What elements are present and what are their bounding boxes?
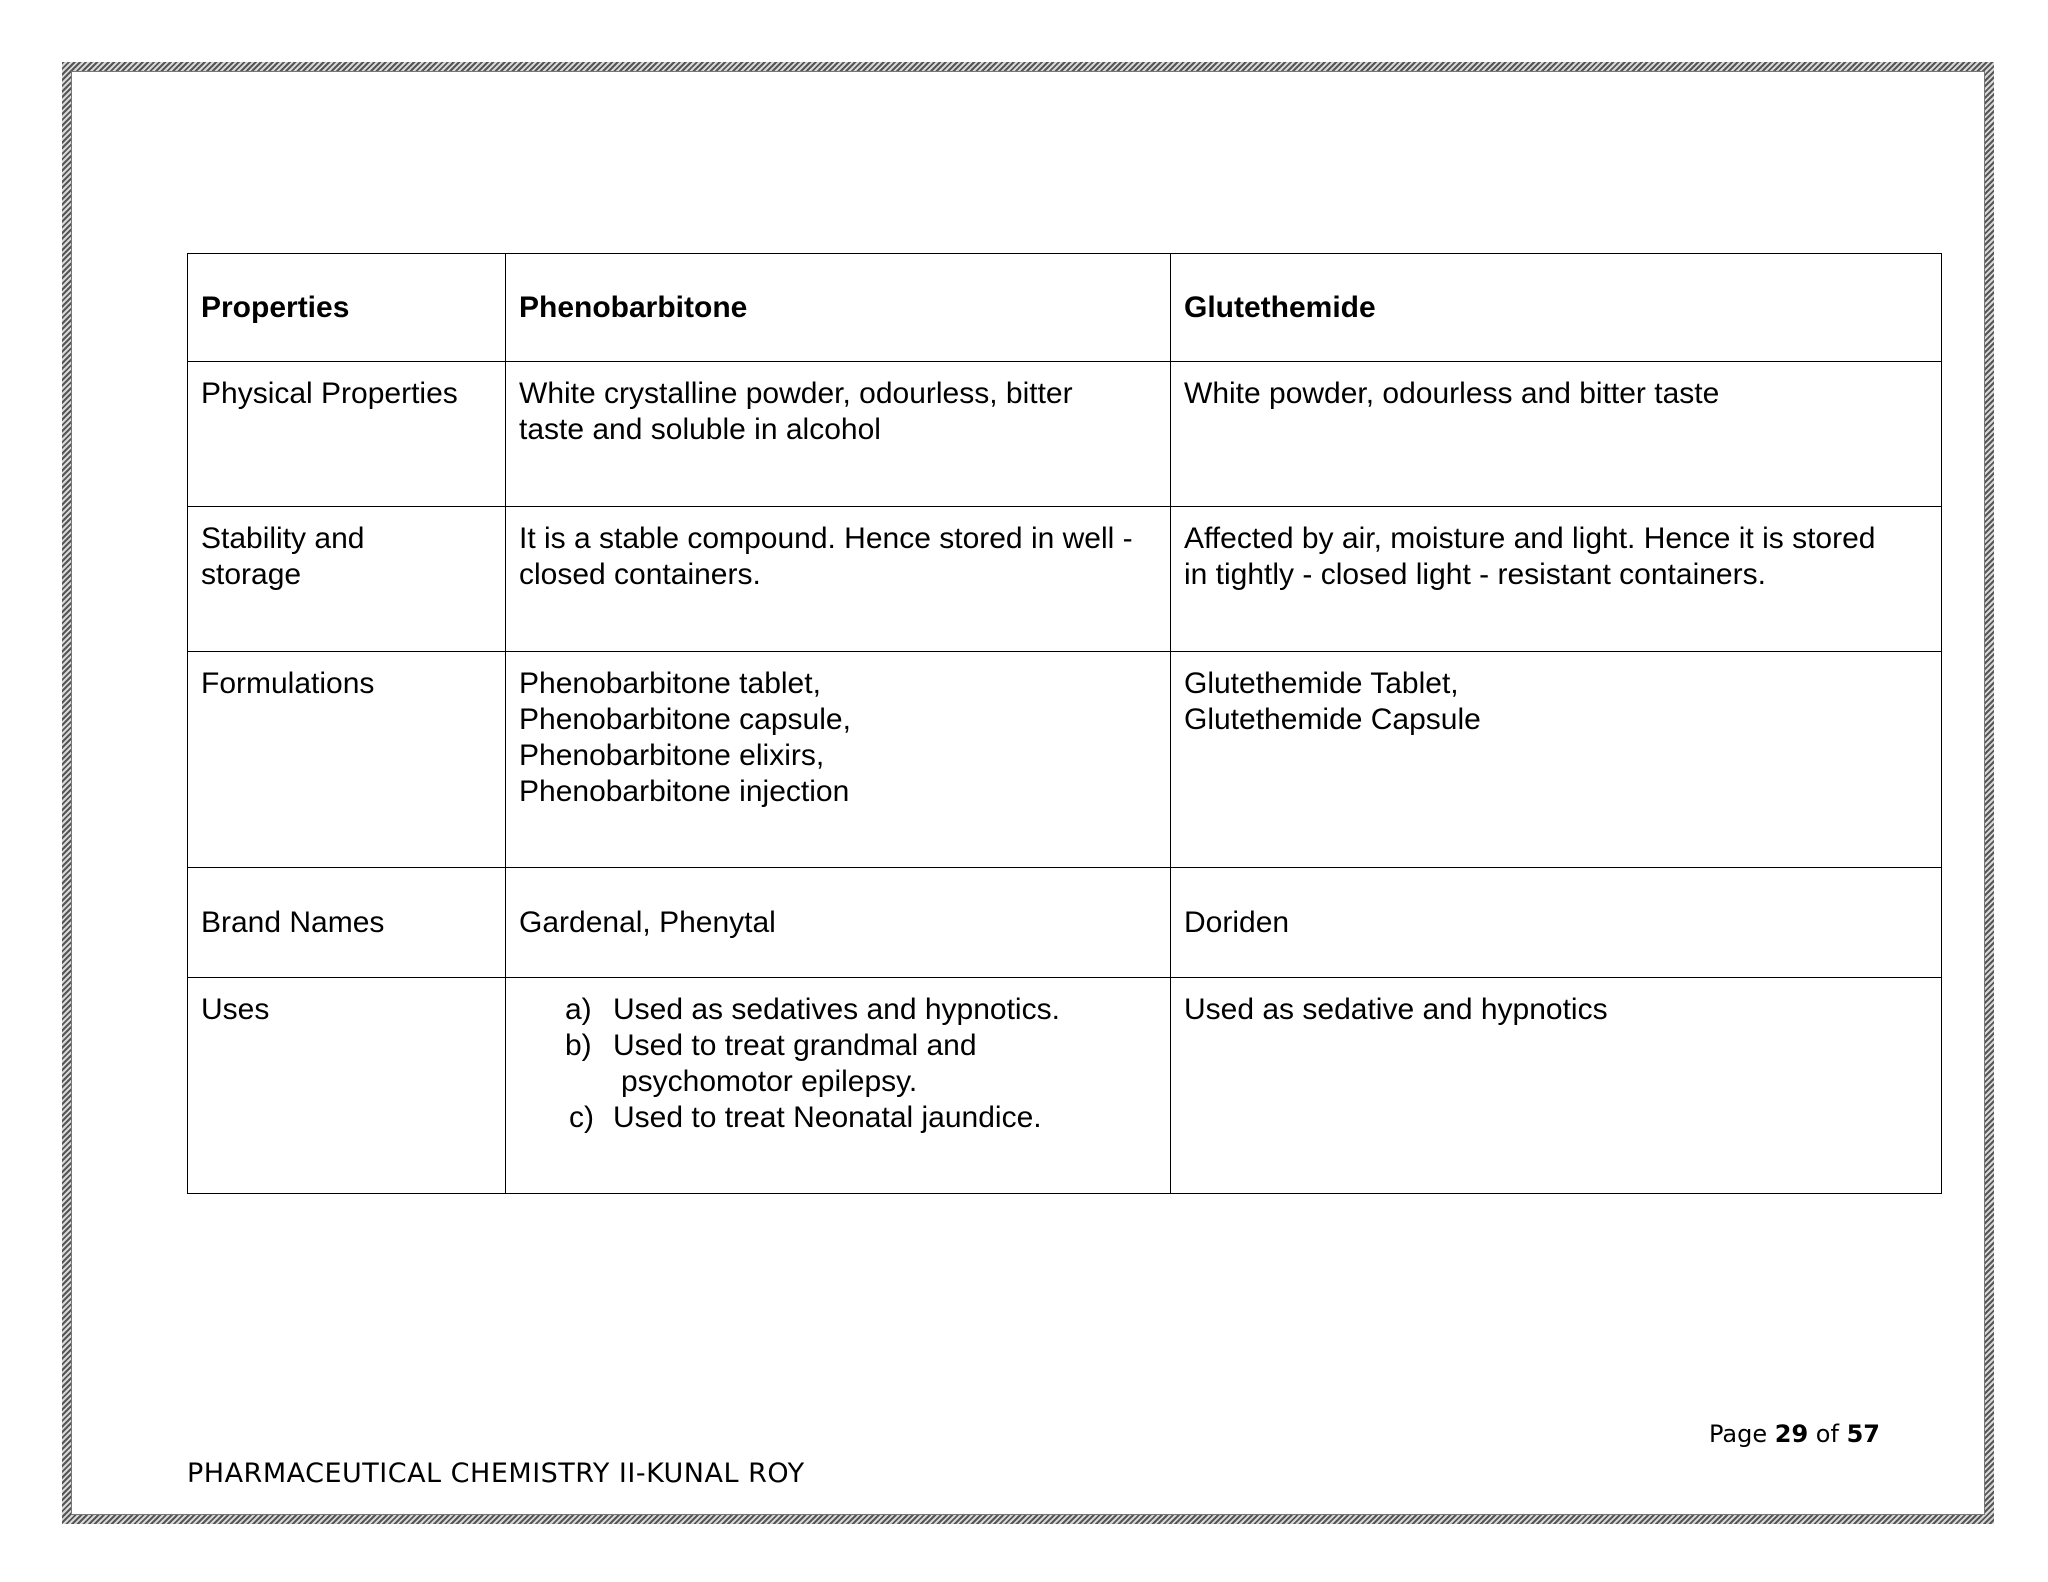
cell-line: White crystalline powder, odourless, bitter — [519, 377, 1073, 410]
table-row-physical-properties — [188, 362, 1942, 507]
page-number — [1709, 1420, 1880, 1448]
row-label-physical-properties: Physical Properties — [188, 362, 506, 507]
cell-line: Used to treat grandmal and — [613, 1029, 977, 1062]
cell-line: Phenobarbitone injection — [519, 775, 850, 808]
cell-line: Glutethemide Capsule — [1184, 703, 1481, 736]
row-label-brand-names: Brand Names — [188, 868, 506, 978]
footer-title: PHARMACEUTICAL CHEMISTRY II-KUNAL ROY — [187, 1458, 805, 1489]
list-marker: a) — [565, 993, 592, 1026]
cell-line: in tightly - closed light - resistant containers. — [1184, 558, 1766, 591]
page-current: 29 — [1774, 1420, 1809, 1448]
uses-list — [519, 992, 1157, 1136]
list-marker: c) — [569, 1101, 594, 1134]
page-total: 57 — [1846, 1420, 1880, 1448]
table-row-brand-names — [188, 868, 1942, 978]
header-properties: Properties — [188, 254, 506, 362]
list-marker: b) — [565, 1029, 592, 1062]
table-row-formulations — [188, 652, 1942, 868]
cell-glutethemide-brand: Doriden — [1171, 868, 1942, 978]
comparison-table — [187, 253, 1942, 1194]
cell-line: It is a stable compound. Hence stored in well - — [519, 522, 1133, 555]
cell-line: Affected by air, moisture and light. Hence it is stored — [1184, 522, 1876, 555]
table-row-stability-storage — [188, 507, 1942, 652]
cell-phenobarbitone-stability — [506, 507, 1171, 652]
table-row-uses — [188, 978, 1942, 1194]
cell-line: storage — [201, 558, 302, 591]
list-item — [565, 992, 1157, 1028]
cell-line: taste and soluble in alcohol — [519, 413, 881, 446]
cell-line: Phenobarbitone capsule, — [519, 703, 851, 736]
header-glutethemide: Glutethemide — [1171, 254, 1942, 362]
page-prefix: Page — [1709, 1420, 1768, 1448]
header-phenobarbitone: Phenobarbitone — [506, 254, 1171, 362]
cell-line: Used to treat Neonatal jaundice. — [613, 1101, 1042, 1134]
cell-glutethemide-physical: White powder, odourless and bitter taste — [1171, 362, 1942, 507]
cell-phenobarbitone-formulations — [506, 652, 1171, 868]
list-item — [565, 1100, 1157, 1136]
cell-line: psychomotor epilepsy. — [621, 1065, 918, 1098]
cell-phenobarbitone-uses — [506, 978, 1171, 1194]
cell-line: Stability and — [201, 522, 365, 555]
cell-glutethemide-formulations — [1171, 652, 1942, 868]
list-item — [565, 1028, 1157, 1100]
cell-line: Phenobarbitone elixirs, — [519, 739, 825, 772]
row-label-uses: Uses — [188, 978, 506, 1194]
row-label-formulations: Formulations — [188, 652, 506, 868]
cell-line: Glutethemide Tablet, — [1184, 667, 1459, 700]
cell-phenobarbitone-physical — [506, 362, 1171, 507]
cell-glutethemide-uses: Used as sedative and hypnotics — [1171, 978, 1942, 1194]
cell-line: Phenobarbitone tablet, — [519, 667, 821, 700]
row-label-stability-storage — [188, 507, 506, 652]
page-of: of — [1815, 1420, 1839, 1448]
cell-line: Used as sedatives and hypnotics. — [613, 993, 1060, 1026]
cell-glutethemide-stability — [1171, 507, 1942, 652]
cell-phenobarbitone-brand: Gardenal, Phenytal — [506, 868, 1171, 978]
cell-line: closed containers. — [519, 558, 761, 591]
table-header-row — [188, 254, 1942, 362]
